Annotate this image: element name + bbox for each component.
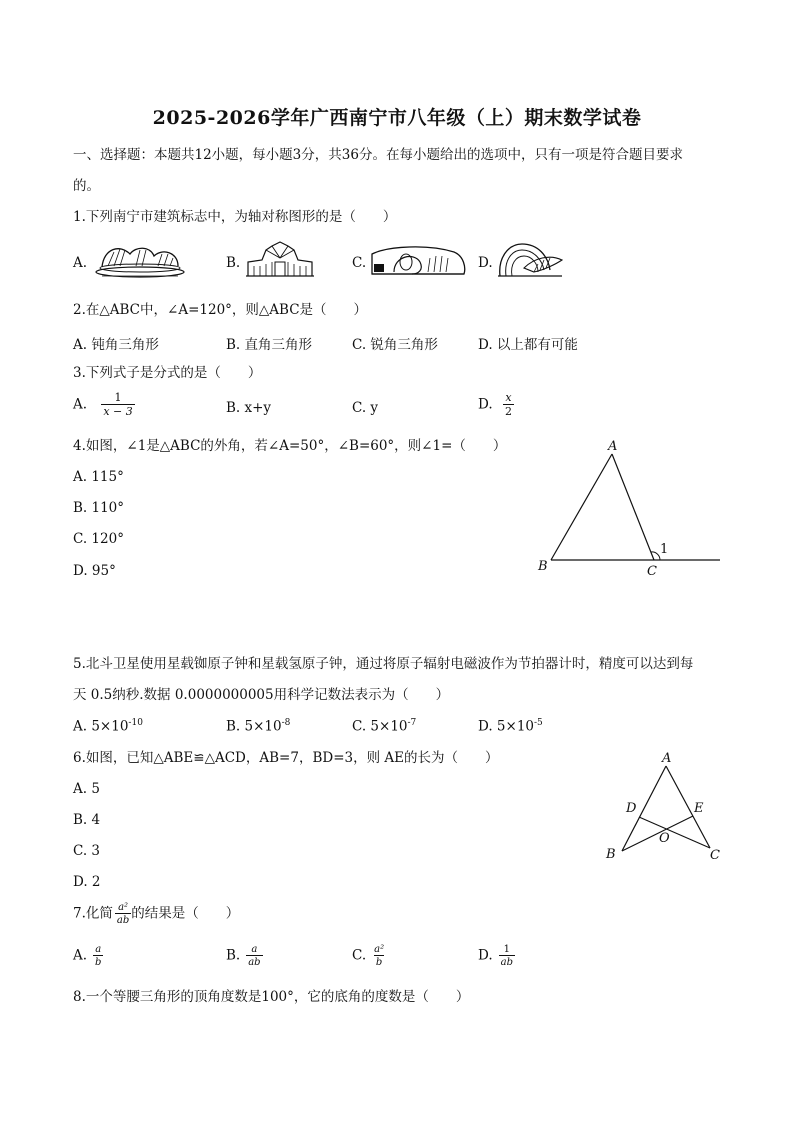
q4-option-a: A. 115° — [73, 469, 124, 485]
q3-option-d — [478, 392, 514, 418]
q5-option-c — [352, 718, 416, 735]
q7-stem-fraction — [115, 902, 131, 926]
fraction-denominator: x − 3 — [103, 405, 133, 418]
q2-option-a: A. 钝角三角形 — [73, 337, 159, 353]
q7-option-a-label: A. — [73, 947, 88, 964]
q7-option-c-fraction — [372, 944, 386, 968]
q7-stem-suffix: 的结果是（ ） — [131, 905, 240, 922]
q2-option-d: D. 以上都有可能 — [478, 337, 578, 353]
fraction-numerator: 1 — [503, 944, 511, 955]
q3-option-a-fraction — [101, 392, 134, 418]
question-4-stem: 4.如图，∠1是△ABC的外角，若∠A=50°，∠B=60°，则∠1=（ ） — [73, 438, 507, 454]
question-2-stem: 2.在△ABC中，∠A=120°，则△ABC是（ ） — [73, 302, 368, 318]
vertex-b-label: B — [538, 559, 548, 574]
vertex-a-label: A — [608, 439, 618, 454]
fraction-numerator: a — [95, 944, 102, 955]
q7-option-c-label: C. — [352, 947, 367, 964]
building-c-image — [368, 242, 468, 280]
q5-option-b-base: B. 5×10 — [226, 718, 282, 735]
q4-option-d: D. 95° — [73, 563, 116, 579]
q5-option-b — [226, 718, 290, 735]
vertex-a-label: A — [662, 751, 672, 766]
fraction-denominator: b — [375, 957, 383, 968]
vertex-c-label: C — [710, 848, 720, 863]
fraction-numerator: a — [251, 944, 258, 955]
q5-option-a — [73, 718, 143, 735]
question-5-line1: 5.北斗卫星使用星载铷原子钟和星载氢原子钟，通过将原子辐射电磁波作为节拍器计时，精度可以达到每 — [73, 656, 694, 672]
q7-option-d — [478, 944, 515, 968]
section-header-line2: 的。 — [73, 178, 100, 194]
q1-option-a-label: A. — [73, 255, 88, 271]
question-7-stem — [73, 902, 239, 926]
q5-option-c-exponent: -7 — [407, 718, 417, 728]
fraction-numerator: x — [505, 391, 512, 404]
fraction-numerator: 1 — [114, 391, 122, 404]
q5-option-c-base: C. 5×10 — [352, 718, 408, 735]
angle-1-label: 1 — [660, 542, 669, 557]
vertex-b-label: B — [606, 847, 616, 862]
vertex-c-label: C — [647, 564, 657, 579]
q5-option-a-exponent: -10 — [128, 718, 143, 728]
q6-option-a: A. 5 — [73, 781, 100, 797]
fraction-numerator: a² — [118, 902, 129, 913]
q7-option-a-fraction — [93, 944, 103, 968]
q2-option-c: C. 锐角三角形 — [352, 337, 438, 353]
q5-option-d-exponent: -5 — [534, 718, 543, 728]
fraction-denominator: 2 — [504, 405, 512, 418]
q3-option-c: C. y — [352, 400, 379, 416]
q7-stem-prefix: 7.化简 — [73, 905, 113, 922]
q4-option-c: C. 120° — [73, 531, 124, 547]
q6-option-b: B. 4 — [73, 812, 101, 828]
q6-triangle-figure — [598, 746, 738, 868]
question-1-stem: 1.下列南宁市建筑标志中，为轴对称图形的是（ ） — [73, 209, 397, 225]
q7-option-a — [73, 944, 103, 968]
q7-option-d-fraction — [499, 944, 515, 968]
q3-option-a-label: A. — [73, 396, 88, 413]
q3-option-d-fraction — [503, 392, 514, 418]
q5-option-a-base: A. 5×10 — [73, 718, 129, 735]
q7-option-b-label: B. — [226, 947, 241, 964]
building-b-image — [242, 238, 318, 280]
q3-option-d-label: D. — [478, 396, 493, 413]
question-8-stem: 8.一个等腰三角形的顶角度数是100°，它的底角的度数是（ ） — [73, 989, 470, 1005]
q1-option-b-label: B. — [226, 255, 241, 271]
q2-option-b: B. 直角三角形 — [226, 337, 313, 353]
q7-option-b — [226, 944, 263, 968]
q5-option-d — [478, 718, 543, 735]
fraction-denominator: ab — [248, 957, 261, 968]
point-o-label: O — [659, 831, 670, 846]
section-header-line1: 一、选择题：本题共12小题，每小题3分，共36分。在每小题给出的选项中，只有一项是符合题目要求 — [73, 147, 683, 163]
q4-option-b: B. 110° — [73, 500, 125, 516]
q3-option-a — [73, 392, 135, 418]
q7-option-c — [352, 944, 386, 968]
q7-option-b-fraction — [246, 944, 262, 968]
fraction-denominator: ab — [116, 915, 130, 926]
vertex-d-label: D — [626, 801, 637, 816]
q4-triangle-figure — [530, 436, 730, 581]
question-5-line2: 天 0.5纳秒.数据 0.0000000005用科学记数法表示为（ ） — [73, 687, 450, 703]
fraction-denominator: b — [95, 957, 102, 968]
q1-option-c-label: C. — [352, 255, 367, 271]
q7-option-d-label: D. — [478, 947, 493, 964]
question-3-stem: 3.下列式子是分式的是（ ） — [73, 365, 262, 381]
q6-option-d: D. 2 — [73, 874, 101, 890]
q5-option-b-exponent: -8 — [281, 718, 291, 728]
question-6-stem: 6.如图，已知△ABE≌△ACD，AB=7，BD=3，则 AE的长为（ ） — [73, 750, 499, 766]
q3-option-b: B. x+y — [226, 400, 272, 416]
building-a-image — [92, 240, 188, 280]
q1-option-d-label: D. — [478, 255, 493, 271]
building-d-image — [494, 238, 566, 280]
q6-option-c: C. 3 — [73, 843, 101, 859]
vertex-e-label: E — [694, 801, 704, 816]
q5-option-d-base: D. 5×10 — [478, 718, 535, 735]
fraction-numerator: a² — [374, 944, 385, 955]
fraction-denominator: ab — [500, 957, 514, 968]
page-title: 2025-2026学年广西南宁市八年级（上）期末数学试卷 — [152, 107, 642, 129]
